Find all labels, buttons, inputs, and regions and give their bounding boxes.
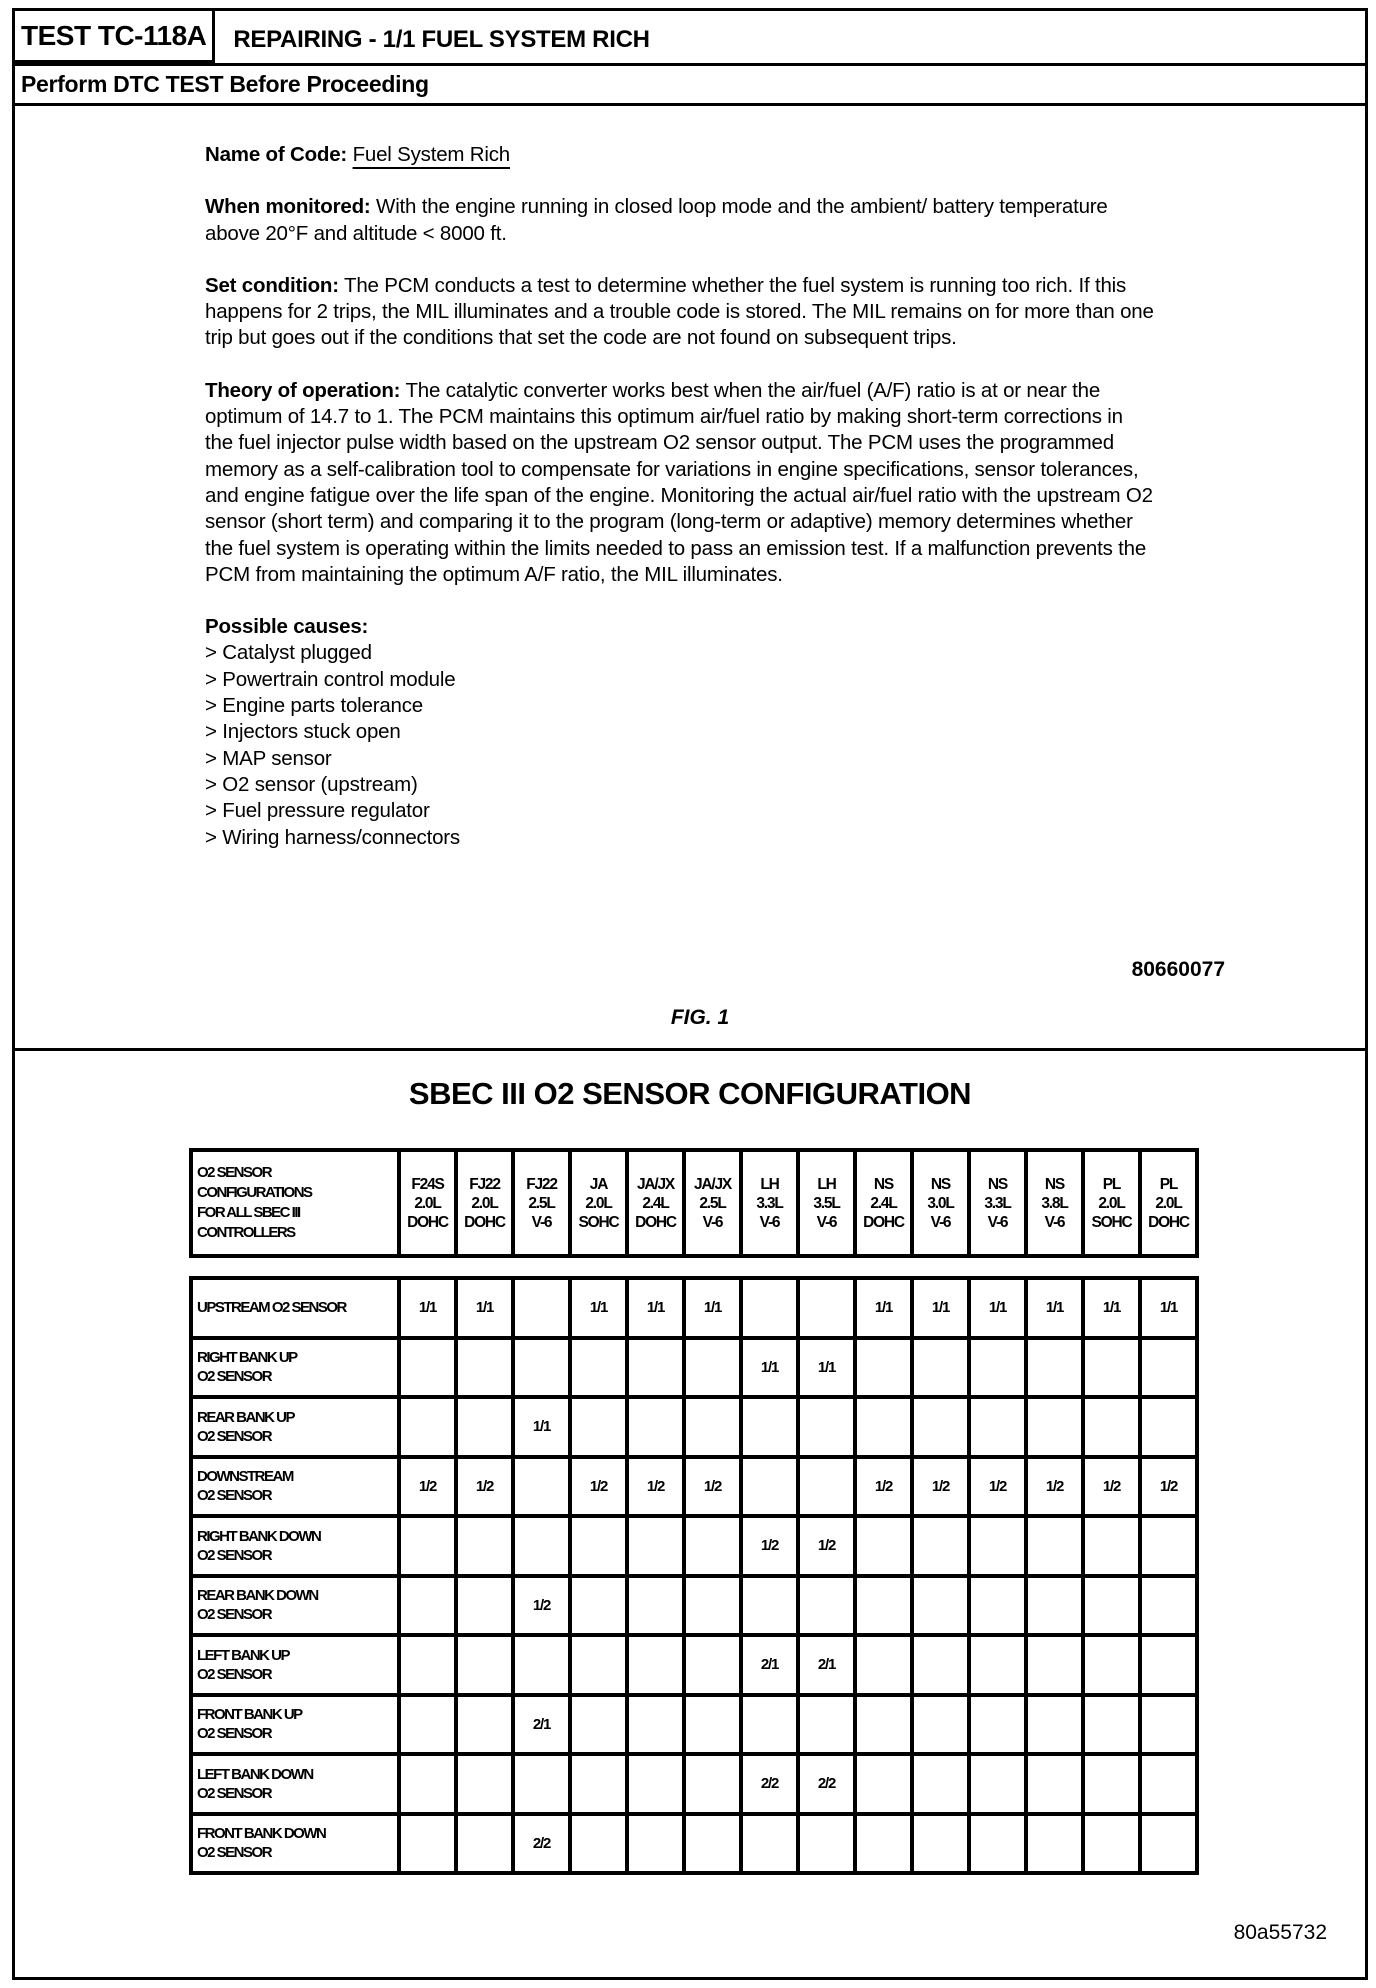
cause-item: > Powertrain control module [205, 667, 456, 691]
table-cell: 2/1 [513, 1695, 570, 1755]
column-header [1026, 1150, 1083, 1256]
table-cell [1140, 1397, 1197, 1457]
table-cell [513, 1278, 570, 1338]
table-cell [513, 1516, 570, 1576]
column-header-line: DOHC [464, 1213, 505, 1231]
config-header-table [189, 1148, 1199, 1258]
figure-code: 80660077 [1131, 958, 1225, 981]
table-cell [570, 1516, 627, 1576]
column-header-line: FJ22 [526, 1175, 557, 1193]
table-cell [627, 1754, 684, 1814]
table-cell: 1/1 [741, 1338, 798, 1398]
row-label-line: RIGHT BANK UP [197, 1349, 297, 1367]
table-cell [456, 1338, 513, 1398]
table-cell [741, 1457, 798, 1517]
row-label-line: O2 SENSOR [197, 1427, 272, 1445]
table-cell: 2/2 [513, 1814, 570, 1874]
table-cell [627, 1635, 684, 1695]
column-header-line: V-6 [816, 1213, 837, 1231]
table-cell: 1/2 [627, 1457, 684, 1517]
table-cell [969, 1754, 1026, 1814]
table-cell: 1/2 [969, 1457, 1026, 1517]
table-cell [741, 1814, 798, 1874]
set-condition-text: The PCM conducts a test to determine whether the fuel system is running too rich. If this happens for 2 trips, the MIL illuminates and a trouble code is stored. The MIL remains on for more than one trip but goes out if the conditions that set the code are not found on subsequent trips. [205, 273, 1154, 350]
column-header [798, 1150, 855, 1256]
table-cell: 1/2 [798, 1516, 855, 1576]
row-label-line: LEFT BANK UP [197, 1646, 289, 1664]
column-header [627, 1150, 684, 1256]
table-cell [627, 1576, 684, 1636]
column-header-line: 3.5L [813, 1194, 840, 1212]
table-cell [684, 1754, 741, 1814]
page-title: REPAIRING - 1/1 FUEL SYSTEM RICH [233, 26, 650, 53]
table-cell [912, 1635, 969, 1695]
theory-of-operation-paragraph [205, 378, 1155, 588]
table-cell [570, 1695, 627, 1755]
row-label-line: REAR BANK DOWN [197, 1587, 318, 1605]
column-header-line: 3.3L [984, 1194, 1011, 1212]
table-cell [855, 1754, 912, 1814]
table-cell: 1/2 [513, 1576, 570, 1636]
cause-item: > Catalyst plugged [205, 641, 372, 665]
table-cell: 1/1 [912, 1278, 969, 1338]
config-body-table [189, 1276, 1199, 1875]
table-cell: 1/1 [1026, 1278, 1083, 1338]
table-cell: 1/1 [1083, 1278, 1140, 1338]
table-cell [570, 1338, 627, 1398]
table-cell [1140, 1338, 1197, 1398]
table-cell [855, 1338, 912, 1398]
table-cell [855, 1635, 912, 1695]
column-header-line: V-6 [1044, 1213, 1065, 1231]
column-header-line: 2.0L [471, 1194, 498, 1212]
table-cell [855, 1814, 912, 1874]
cause-item: > Fuel pressure regulator [205, 799, 430, 823]
row-label [191, 1516, 399, 1576]
table-cell [912, 1754, 969, 1814]
table-cell [684, 1576, 741, 1636]
row-label [191, 1457, 399, 1517]
table-cell: 1/1 [456, 1278, 513, 1338]
column-header [912, 1150, 969, 1256]
table-cell [399, 1754, 456, 1814]
table-cell [1140, 1516, 1197, 1576]
table-cell [1083, 1814, 1140, 1874]
table-cell [570, 1397, 627, 1457]
config-header-row [191, 1150, 1197, 1256]
row-label [191, 1576, 399, 1636]
table-cell [456, 1397, 513, 1457]
table-cell [969, 1695, 1026, 1755]
table-cell [798, 1695, 855, 1755]
table-cell [798, 1397, 855, 1457]
column-header [1140, 1150, 1197, 1256]
sensor-config-section [15, 1054, 1365, 1977]
table-cell [1026, 1397, 1083, 1457]
column-header [570, 1150, 627, 1256]
table-row [191, 1338, 1197, 1398]
column-header-line: 3.8L [1041, 1194, 1068, 1212]
table-row [191, 1814, 1197, 1874]
table-cell [684, 1516, 741, 1576]
row-label-line: O2 SENSOR [197, 1487, 272, 1505]
table-cell: 1/2 [399, 1457, 456, 1517]
table-cell [741, 1576, 798, 1636]
table-cell [570, 1576, 627, 1636]
table-cell: 1/1 [969, 1278, 1026, 1338]
table-cell [969, 1516, 1026, 1576]
table-cell [1140, 1695, 1197, 1755]
table-cell: 2/2 [741, 1754, 798, 1814]
table-cell [1083, 1695, 1140, 1755]
column-header-line: SOHC [1091, 1213, 1132, 1231]
column-header-line: JA/JX [636, 1175, 675, 1193]
column-header-line: DOHC [1148, 1213, 1189, 1231]
column-header [456, 1150, 513, 1256]
when-monitored-label: When monitored: [205, 195, 371, 219]
table-cell [912, 1814, 969, 1874]
table-cell [741, 1397, 798, 1457]
column-header-line: 2.5L [528, 1194, 555, 1212]
table-cell: 2/1 [798, 1635, 855, 1695]
table-cell [513, 1338, 570, 1398]
page-subtitle: Perform DTC TEST Before Proceeding [15, 63, 1365, 106]
table-cell: 2/2 [798, 1754, 855, 1814]
table-cell: 1/2 [855, 1457, 912, 1517]
table-cell [456, 1516, 513, 1576]
table-cell [399, 1576, 456, 1636]
column-header-line: NS [873, 1175, 894, 1193]
table-cell: 1/2 [741, 1516, 798, 1576]
column-header-line: DOHC [407, 1213, 448, 1231]
table-cell [1026, 1635, 1083, 1695]
table-cell: 1/1 [570, 1278, 627, 1338]
table-cell [855, 1397, 912, 1457]
config-table-title: SBEC III O2 SENSOR CONFIGURATION [408, 1076, 972, 1111]
test-id: TEST TC-118A [15, 11, 215, 63]
when-monitored-paragraph [205, 194, 1155, 247]
table-cell: 1/1 [684, 1278, 741, 1338]
table-cell [798, 1576, 855, 1636]
table-cell [855, 1516, 912, 1576]
table-cell [513, 1457, 570, 1517]
corner-label-line: FOR ALL SBEC III [197, 1204, 300, 1221]
corner-label-line: O2 SENSOR [197, 1164, 272, 1181]
table-cell [1140, 1635, 1197, 1695]
table-row [191, 1576, 1197, 1636]
cause-item: > Injectors stuck open [205, 720, 401, 744]
table-cell [912, 1397, 969, 1457]
column-header [741, 1150, 798, 1256]
table-cell: 1/1 [513, 1397, 570, 1457]
table-cell [627, 1397, 684, 1457]
table-cell [399, 1397, 456, 1457]
set-condition-paragraph [205, 273, 1155, 352]
theory-of-operation-label: Theory of operation: [205, 378, 401, 402]
table-cell [570, 1635, 627, 1695]
code-description-section [15, 106, 1365, 1051]
table-cell: 1/2 [570, 1457, 627, 1517]
corner-label-line: CONFIGURATIONS [197, 1184, 312, 1201]
corner-label-line: CONTROLLERS [197, 1224, 295, 1241]
table-cell [1026, 1754, 1083, 1814]
column-header-line: PL [1159, 1175, 1178, 1193]
table-cell [627, 1695, 684, 1755]
column-header-line: JA/JX [693, 1175, 732, 1193]
table-cell [456, 1814, 513, 1874]
table-cell [1083, 1754, 1140, 1814]
column-header-line: 2.0L [414, 1194, 441, 1212]
name-of-code-paragraph [205, 142, 1155, 168]
column-header-line: FJ22 [469, 1175, 500, 1193]
table-cell [627, 1338, 684, 1398]
row-label-line: RIGHT BANK DOWN [197, 1527, 321, 1545]
row-label [191, 1695, 399, 1755]
column-header-line: V-6 [930, 1213, 951, 1231]
table-cell [627, 1814, 684, 1874]
column-header-line: 2.0L [1098, 1194, 1125, 1212]
corner-label [191, 1150, 399, 1256]
column-header-line: SOHC [578, 1213, 619, 1231]
table-cell [1083, 1338, 1140, 1398]
table-cell [456, 1635, 513, 1695]
table-cell [399, 1695, 456, 1755]
table-cell: 2/1 [741, 1635, 798, 1695]
table-cell: 1/1 [798, 1338, 855, 1398]
table-cell [399, 1338, 456, 1398]
table-cell [912, 1516, 969, 1576]
table-row [191, 1754, 1197, 1814]
table-cell [399, 1635, 456, 1695]
table-cell [741, 1278, 798, 1338]
row-label-line: O2 SENSOR [197, 1665, 272, 1683]
table-cell [1083, 1397, 1140, 1457]
table-cell [1026, 1338, 1083, 1398]
row-label-line: O2 SENSOR [197, 1725, 272, 1743]
table-cell: 1/1 [627, 1278, 684, 1338]
cause-item: > Engine parts tolerance [205, 694, 423, 718]
row-label-line: REAR BANK UP [197, 1408, 295, 1426]
table-cell [570, 1754, 627, 1814]
column-header-line: LH [760, 1175, 779, 1193]
column-header-line: F24S [411, 1175, 444, 1193]
row-label-line: DOWNSTREAM [197, 1468, 293, 1486]
column-header-line: DOHC [635, 1213, 676, 1231]
table-cell [684, 1695, 741, 1755]
table-cell: 1/2 [1140, 1457, 1197, 1517]
table-cell [798, 1278, 855, 1338]
table-cell [969, 1338, 1026, 1398]
table-row [191, 1397, 1197, 1457]
table-cell [513, 1635, 570, 1695]
table-cell [627, 1516, 684, 1576]
table-cell [1140, 1576, 1197, 1636]
header-row [15, 11, 1365, 63]
row-label-line: O2 SENSOR [197, 1844, 272, 1862]
column-header [969, 1150, 1026, 1256]
figure-code: 80a55732 [1233, 1921, 1327, 1944]
column-header-line: NS [987, 1175, 1008, 1193]
table-cell [798, 1814, 855, 1874]
table-cell: 1/1 [855, 1278, 912, 1338]
table-row [191, 1635, 1197, 1695]
column-header-line: 2.4L [870, 1194, 897, 1212]
table-cell [855, 1695, 912, 1755]
column-header-line: 3.3L [756, 1194, 783, 1212]
column-header-line: 2.0L [1155, 1194, 1182, 1212]
table-row [191, 1695, 1197, 1755]
table-cell: 1/2 [456, 1457, 513, 1517]
table-cell [855, 1576, 912, 1636]
table-cell [1026, 1576, 1083, 1636]
column-header-line: 2.5L [699, 1194, 726, 1212]
table-cell [912, 1338, 969, 1398]
row-label-line: O2 SENSOR [197, 1546, 272, 1564]
table-cell [969, 1635, 1026, 1695]
cause-item: > MAP sensor [205, 746, 332, 770]
table-cell [399, 1516, 456, 1576]
table-cell [798, 1457, 855, 1517]
table-cell [684, 1635, 741, 1695]
table-cell [399, 1814, 456, 1874]
row-label [191, 1754, 399, 1814]
table-cell [456, 1576, 513, 1636]
column-header-line: V-6 [702, 1213, 723, 1231]
table-cell [912, 1576, 969, 1636]
table-row [191, 1516, 1197, 1576]
column-header-line: JA [589, 1175, 608, 1193]
table-cell: 1/1 [1140, 1278, 1197, 1338]
table-cell [456, 1695, 513, 1755]
table-cell [1140, 1814, 1197, 1874]
row-label-line: UPSTREAM O2 SENSOR [197, 1299, 346, 1317]
row-label-line: O2 SENSOR [197, 1606, 272, 1624]
table-cell [912, 1695, 969, 1755]
row-label [191, 1278, 399, 1338]
table-cell [1026, 1814, 1083, 1874]
table-cell [969, 1576, 1026, 1636]
cause-item: > O2 sensor (upstream) [205, 772, 418, 796]
column-header [513, 1150, 570, 1256]
table-cell [684, 1814, 741, 1874]
cause-item: > Wiring harness/connectors [205, 825, 460, 849]
table-cell [1026, 1516, 1083, 1576]
table-cell [570, 1814, 627, 1874]
table-cell [1083, 1576, 1140, 1636]
column-header-line: DOHC [863, 1213, 904, 1231]
column-header-line: NS [1044, 1175, 1065, 1193]
row-label [191, 1338, 399, 1398]
row-label-line: O2 SENSOR [197, 1368, 272, 1386]
table-cell [969, 1814, 1026, 1874]
column-header-line: 2.0L [585, 1194, 612, 1212]
table-cell: 1/2 [912, 1457, 969, 1517]
column-header-line: LH [817, 1175, 836, 1193]
table-cell [1083, 1516, 1140, 1576]
table-cell [513, 1754, 570, 1814]
table-cell [741, 1695, 798, 1755]
theory-of-operation-text: The catalytic converter works best when the air/fuel (A/F) ratio is at or near the optimum of 14.7 to 1. The PCM maintains this optimum air/fuel ratio by making short-term corrections in the fuel injector pulse width based on the upstream O2 sensor output. The PCM uses the programmed memory as a self-calibration tool to compensate for variations in engine specifications, sensor tolerances, and engine fatigue over the life span of the engine. Monitoring the actual air/fuel ratio with the upstream O2 sensor (short term) and comparing it to the program (long-term or adaptive) memory determines whether the fuel system is operating within the limits needed to pass an emission test. If a malfunction prevents the PCM from maintaining the optimum A/F ratio, the MIL illuminates. [205, 378, 1153, 586]
table-cell: 1/2 [1083, 1457, 1140, 1517]
column-header [855, 1150, 912, 1256]
possible-causes-list [205, 614, 1155, 851]
figure-label: FIG. 1 [670, 1006, 730, 1029]
possible-causes-label: Possible causes: [205, 615, 369, 639]
table-cell [684, 1338, 741, 1398]
row-label-line: FRONT BANK UP [197, 1706, 302, 1724]
table-cell: 1/2 [684, 1457, 741, 1517]
name-of-code-label: Name of Code: [205, 143, 348, 166]
document-page [12, 8, 1368, 1980]
column-header [1083, 1150, 1140, 1256]
table-cell [684, 1397, 741, 1457]
column-header-line: V-6 [531, 1213, 552, 1231]
column-header-line: 2.4L [642, 1194, 669, 1212]
table-cell [456, 1754, 513, 1814]
table-cell [1026, 1695, 1083, 1755]
name-of-code-value: Fuel System Rich [352, 143, 510, 166]
table-row [191, 1278, 1197, 1338]
column-header-line: V-6 [759, 1213, 780, 1231]
row-label-line: LEFT BANK DOWN [197, 1765, 313, 1783]
column-header [399, 1150, 456, 1256]
when-monitored-text: With the engine running in closed loop mode and the ambient/ battery temperature above 20°F and altitude < 8000 ft. [205, 195, 1108, 245]
set-condition-label: Set condition: [205, 273, 339, 297]
column-header [684, 1150, 741, 1256]
description-body [205, 142, 1155, 851]
row-label-line: O2 SENSOR [197, 1784, 272, 1802]
column-header-line: V-6 [987, 1213, 1008, 1231]
row-label [191, 1397, 399, 1457]
table-cell [1140, 1754, 1197, 1814]
table-cell: 1/1 [399, 1278, 456, 1338]
table-cell [1083, 1635, 1140, 1695]
column-header-line: 3.0L [927, 1194, 954, 1212]
column-header-line: PL [1102, 1175, 1121, 1193]
row-label-line: FRONT BANK DOWN [197, 1825, 326, 1843]
table-cell [969, 1397, 1026, 1457]
table-cell: 1/2 [1026, 1457, 1083, 1517]
column-header-line: NS [930, 1175, 951, 1193]
row-label [191, 1635, 399, 1695]
row-label [191, 1814, 399, 1874]
table-row [191, 1457, 1197, 1517]
